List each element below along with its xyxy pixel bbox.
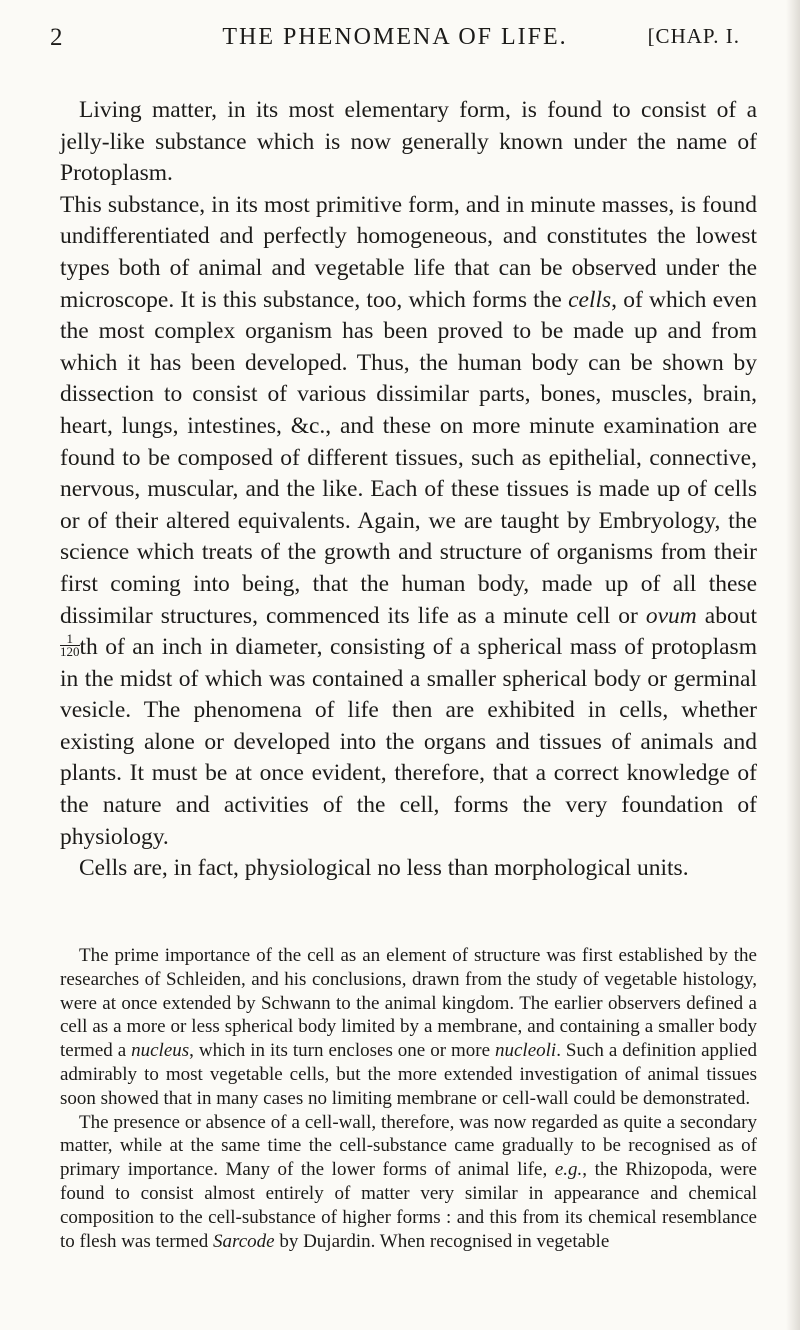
term-cells: cells	[568, 286, 612, 313]
small-print-notes	[60, 944, 757, 1253]
term-sarcode: Sarcode	[213, 1230, 275, 1252]
fraction: $\frac{1}{120}$	[60, 631, 80, 660]
chapter-label: [CHAP. I.	[647, 24, 740, 48]
running-title: THE PHENOMENA OF LIFE.	[222, 24, 568, 50]
paragraph-3: Cells are, in fact, physiological no less than morphological units.	[79, 855, 689, 882]
page-number: 2	[50, 24, 63, 51]
note-2: The presence or absence of a cell-wall, therefore, was now regarded as quite a secondary matter, while at the same time the cell-substance came gradually to be recognised as of primary importance. Many of the lower forms of animal life, e.g., the Rhizopoda, were found to consist almost entirely of matter very similar in appearance and chemical composition to the cell-substance of higher forms : and this from its chemical resemblance to flesh was termed Sarcode by Dujardin. When recognised in vegetable	[60, 1111, 757, 1252]
page-header	[50, 16, 740, 52]
term-eg: e.g.	[554, 1159, 583, 1181]
paragraph-1: Living matter, in its most elementary form, is found to consist of a jelly-like substance which is now generally known under the name of Protoplasm.	[60, 97, 757, 187]
term-nucleoli: nucleoli	[494, 1040, 557, 1062]
note-1: The prime importance of the cell as an element of structure was first established by the researches of Schleiden, and his conclusions, drawn from the study of vegetable histology, were at once extended by Schwann to the animal kingdom. The earlier observers defined a cell as a more or less spherical body limited by a membrane, and containing a smaller body termed a nucleus, which in its turn encloses one or more nucleoli. Such a definition applied admirably to most vegetable cells, but the more extended investigation of animal tissues soon showed that in many cases no limiting membrane or cell-wall could be demonstrated.	[60, 945, 758, 1109]
page-edge-shadow	[786, 0, 800, 1330]
main-text	[60, 95, 757, 885]
term-ovum: ovum	[645, 602, 697, 629]
term-nucleus: nucleus	[131, 1040, 190, 1062]
paragraph-2: This substance, in its most primitive form, and in minute masses, is found undifferentiated and perfectly homogeneous, and constitutes the lowest types both of animal and vegetable life that can be observed under the microscope. It is this substance, too, which forms the cells, of which even the most complex organism has been proved to be made up and from which it has been developed. Thus, the human body can be shown by dissection to consist of various dissimilar parts, bones, muscles, brain, heart, lungs, intestines, &c., and these on more minute examination are found to be composed of different tissues, such as epithelial, connective, nervous, muscular, and the like. Each of these tissues is made up of cells or of their altered equivalents. Again, we are taught by Embryology, the science which treats of the growth and structure of organisms from their first coming into being, that the human body, made up of all these dissimilar structures, commenced its life as a minute cell or ovum about $\frac{1}{120}$ th of an inch in diameter, consisting of a spherical mass of protoplasm in the midst of which was contained a smaller spherical body or germinal vesicle. The phenomena of life then are exhibited in cells, whether existing alone or developed into the organs and tissues of animals and plants. It must be at once evident, therefore, that a correct knowledge of the nature and activities of the cell, forms the very foundation of physiology.	[60, 191, 757, 850]
